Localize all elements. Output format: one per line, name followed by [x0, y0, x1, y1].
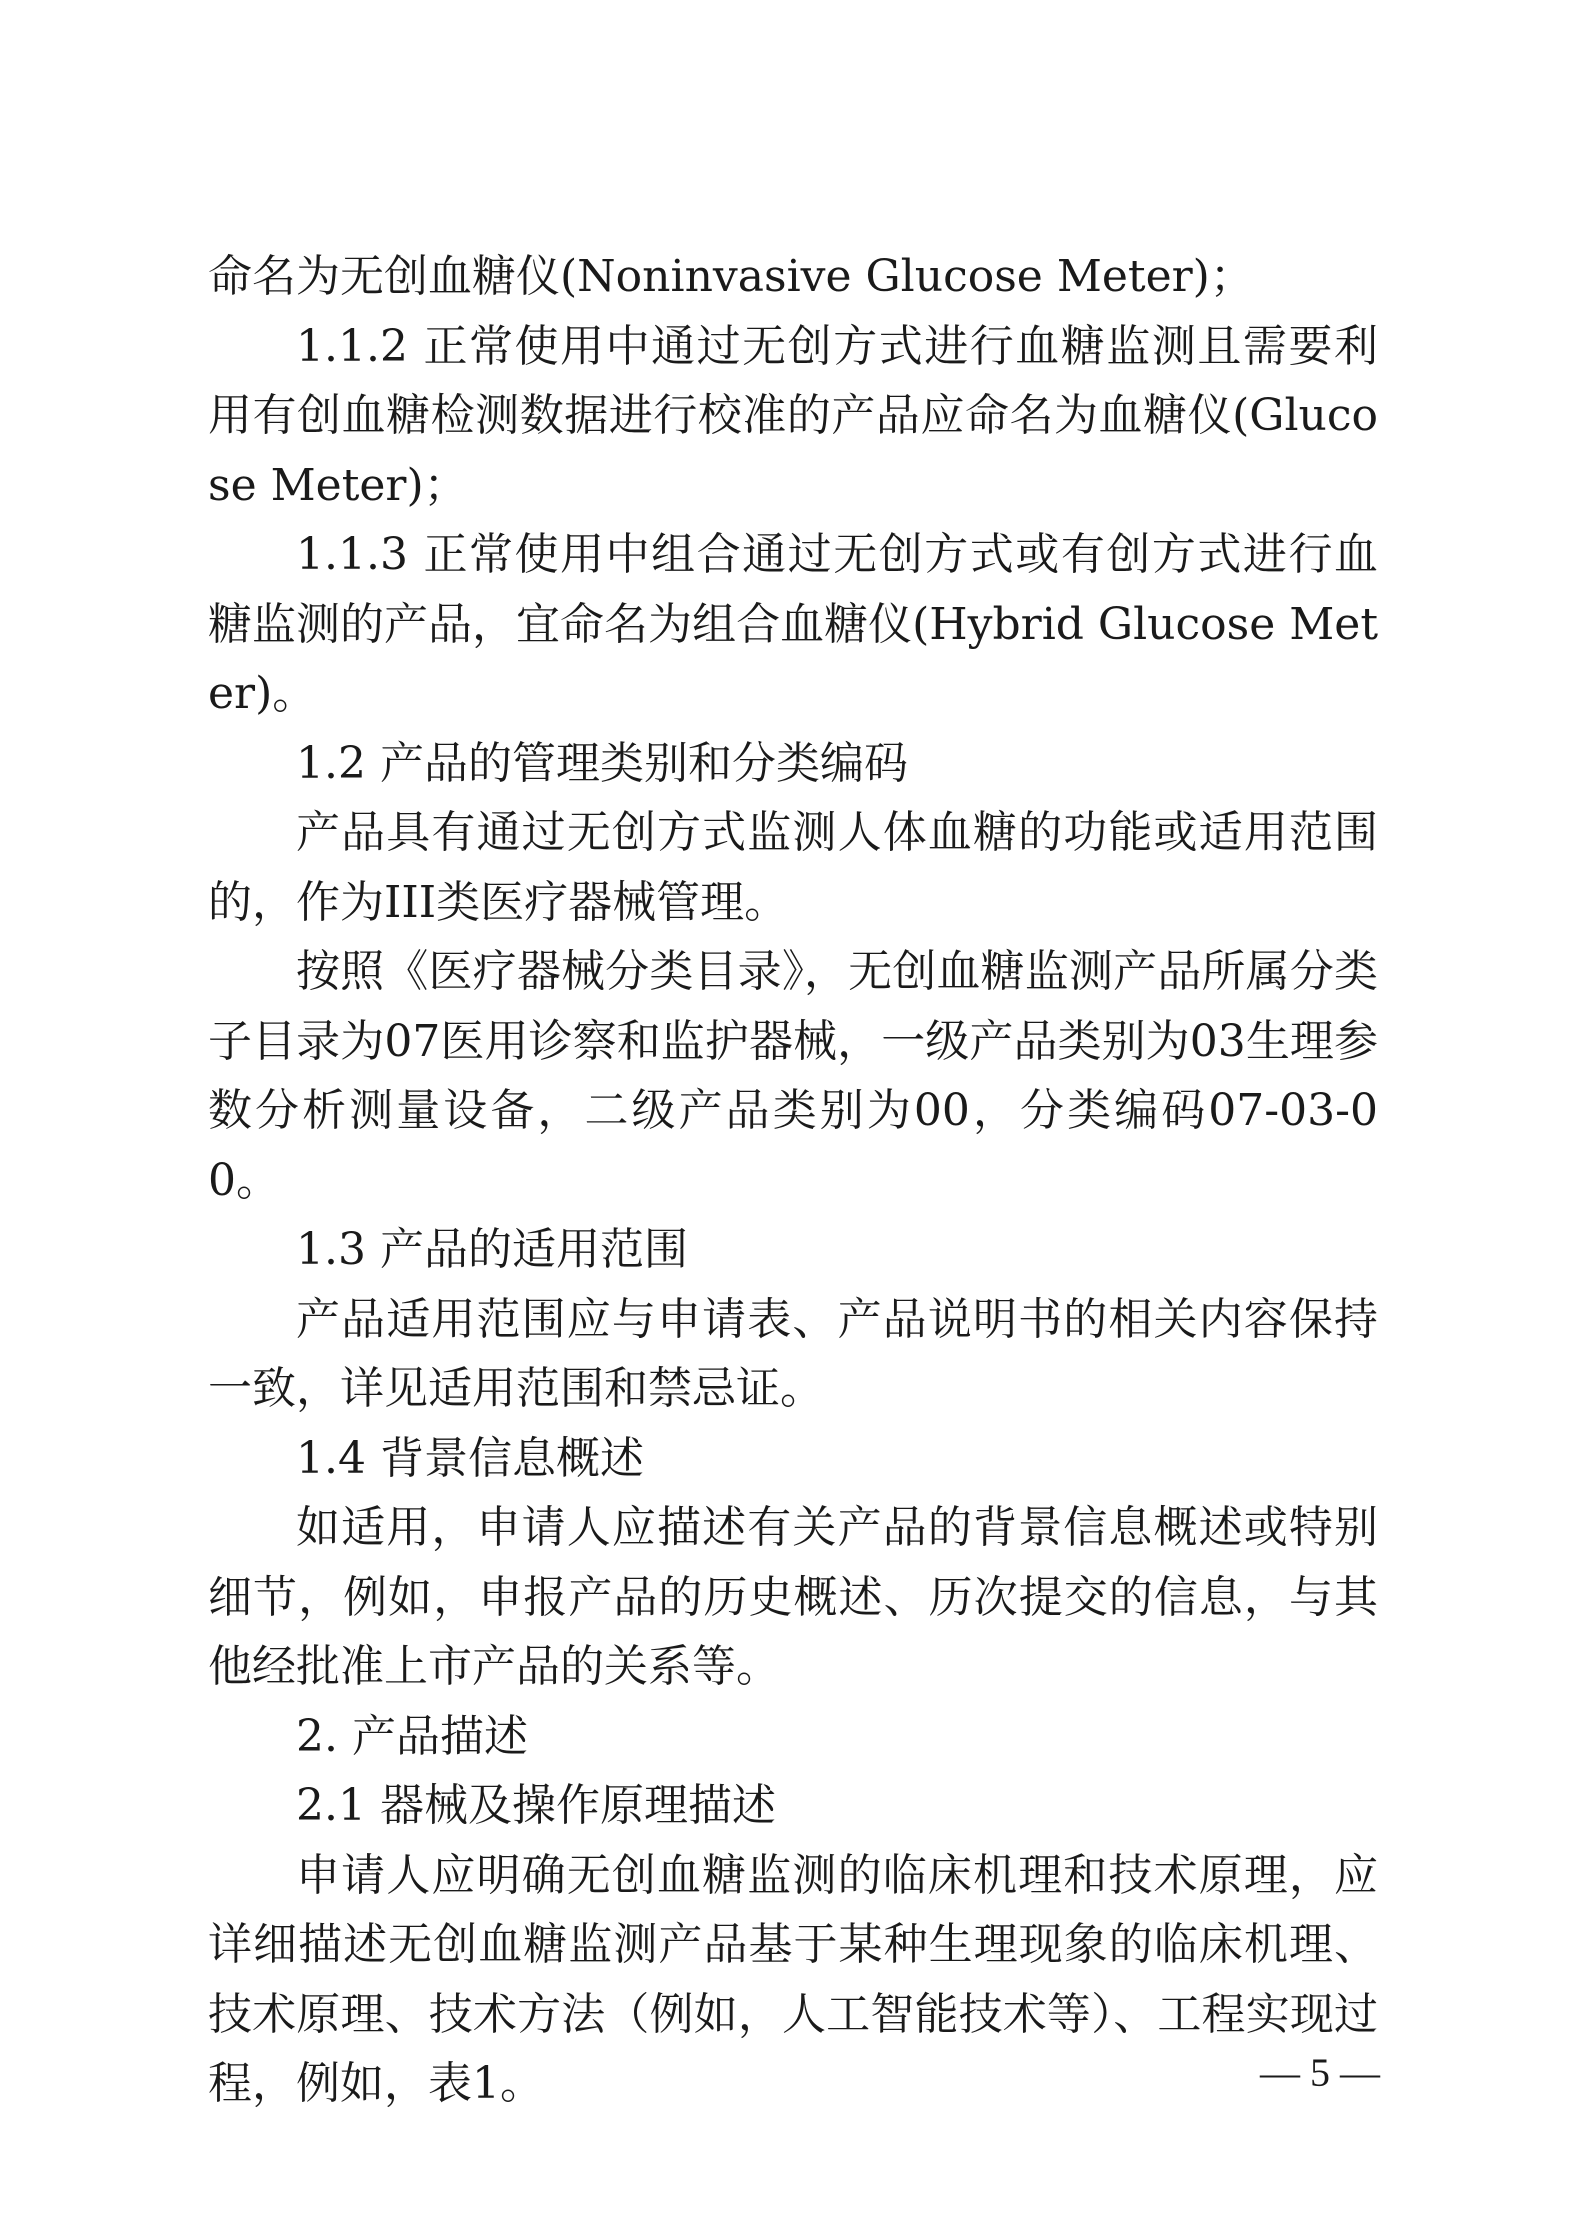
- heading-1-4: 1.4 背景信息概述: [296, 1432, 644, 1484]
- paragraph-principle: 申请人应明确无创血糖监测的临床机理和技术原理，应详细描述无创血糖监测产品基于某种生理现象的临床机理、技术原理、技术方法（例如，人工智能技术等）、工程实现过程，例如，表1。: [208, 1849, 1378, 2109]
- paragraph-background: 如适用，申请人应描述有关产品的背景信息概述或特别细节，例如，申报产品的历史概述、历次提交的信息，与其他经批准上市产品的关系等。: [208, 1502, 1378, 1692]
- heading-1-2: 1.2 产品的管理类别和分类编码: [296, 737, 908, 789]
- document-body: [208, 242, 1378, 2119]
- heading-2-1: 2.1 器械及操作原理描述: [296, 1780, 776, 1831]
- heading-2: 2. 产品描述: [296, 1710, 528, 1762]
- paragraph-1-1-2: 1.1.2 正常使用中通过无创方式进行血糖监测且需要利用有创血糖检测数据进行校准的产品应命名为血糖仪(Glucose Meter)；: [208, 320, 1378, 511]
- page-number: — 5 —: [1260, 2050, 1380, 2095]
- heading-1-3: 1.3 产品的适用范围: [296, 1224, 688, 1275]
- paragraph-name-noninvasive: 命名为无创血糖仪(Noninvasive Glucose Meter)；: [208, 251, 1254, 302]
- paragraph-1-1-3: 1.1.3 正常使用中组合通过无创方式或有创方式进行血糖监测的产品，宜命名为组合血糖仪(Hybrid Glucose Meter)。: [208, 529, 1378, 719]
- paragraph-class-iii: 产品具有通过无创方式监测人体血糖的功能或适用范围的，作为III类医疗器械管理。: [208, 807, 1378, 928]
- paragraph-classification-catalog: 按照《医疗器械分类目录》，无创血糖监测产品所属分类子目录为07医用诊察和监护器械，一级产品类别为03生理参数分析测量设备，二级产品类别为00，分类编码07-03-00。: [208, 946, 1378, 1206]
- paragraph-scope: 产品适用范围应与申请表、产品说明书的相关内容保持一致，详见适用范围和禁忌证。: [208, 1293, 1378, 1414]
